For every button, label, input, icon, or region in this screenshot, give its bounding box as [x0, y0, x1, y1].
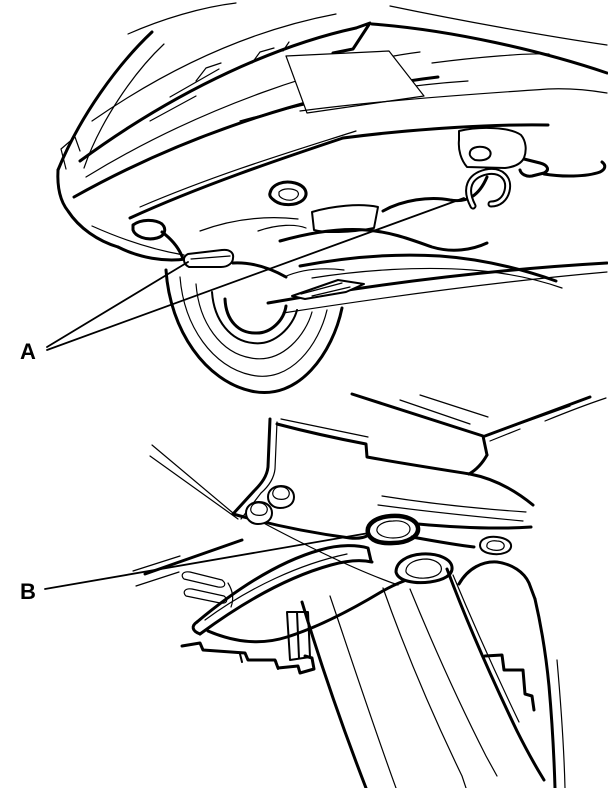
leader-line-a1: [47, 262, 188, 347]
callout-label-a: A: [20, 339, 36, 364]
front-support-blade: [292, 280, 364, 299]
license-garnish-panel: [286, 51, 424, 113]
support-points: [118, 247, 364, 299]
jack-stiffener-rail: [182, 546, 404, 673]
sill-jack-illustration: [20, 394, 606, 788]
front-bumper-contours: [58, 3, 607, 255]
jack-point-hole: [368, 516, 418, 543]
front-bracket: [459, 128, 605, 206]
callout-a: [20, 198, 464, 364]
rear-tire: [302, 562, 565, 788]
leader-line-a2: [47, 198, 464, 350]
callout-label-b: B: [20, 579, 36, 604]
front-underbody-illustration: [20, 3, 607, 393]
